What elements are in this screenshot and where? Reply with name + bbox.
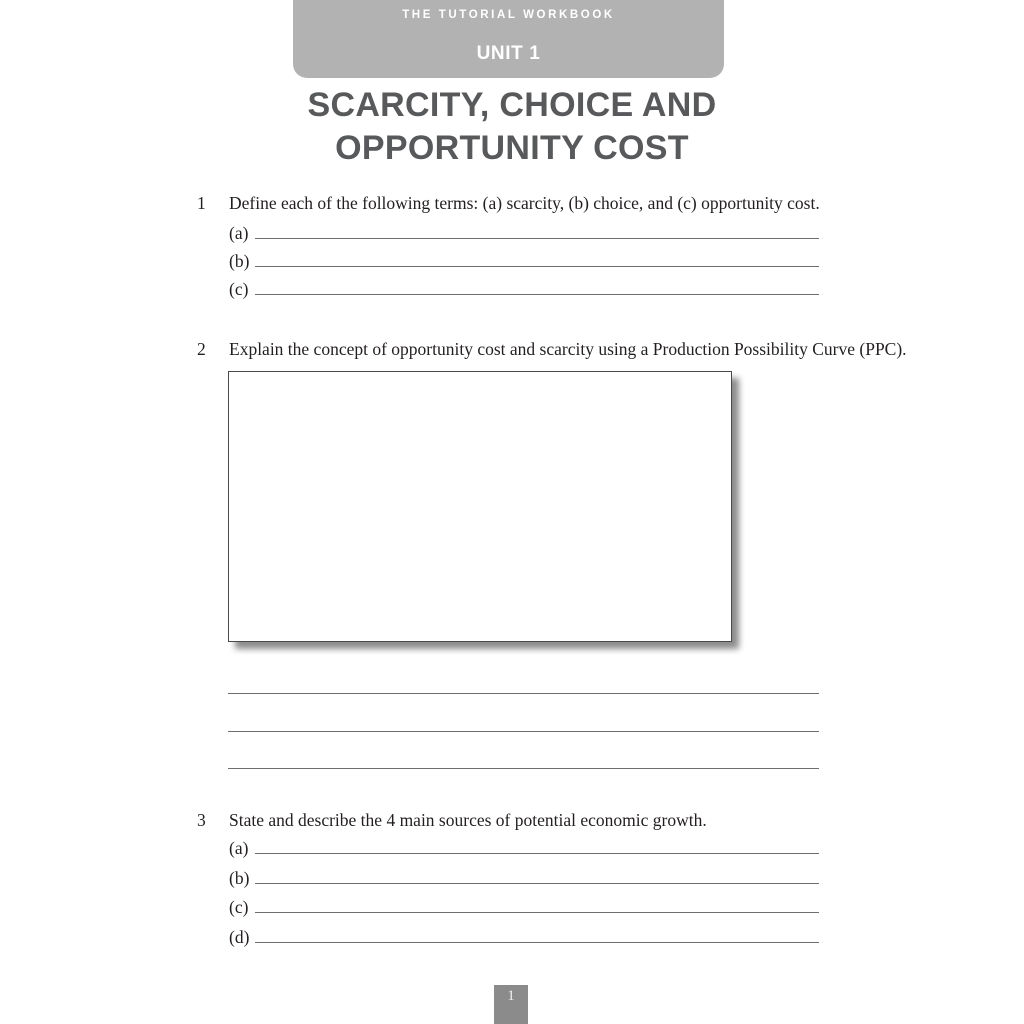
page-title bbox=[0, 84, 1024, 170]
answer-line-q3-c bbox=[255, 912, 819, 913]
question-3-number: 3 bbox=[197, 810, 206, 830]
answer-label-q3-d: (d) bbox=[229, 927, 250, 947]
answer-line-q1-b bbox=[255, 266, 819, 267]
page-title-line-2: OPPORTUNITY COST bbox=[335, 129, 689, 167]
answer-line-q3-a bbox=[255, 853, 819, 854]
answer-label-q1-c: (c) bbox=[229, 279, 249, 299]
series-title: THE TUTORIAL WORKBOOK bbox=[402, 9, 615, 21]
page-number: 1 bbox=[507, 988, 515, 1004]
answer-line-q2-1 bbox=[228, 693, 819, 694]
header-banner bbox=[293, 0, 724, 78]
answer-label-q3-b: (b) bbox=[229, 868, 250, 888]
answer-line-q3-d bbox=[255, 942, 819, 943]
question-1-number: 1 bbox=[197, 193, 206, 213]
answer-line-q3-b bbox=[255, 883, 819, 884]
answer-line-q2-3 bbox=[228, 768, 819, 769]
unit-label: UNIT 1 bbox=[476, 43, 541, 64]
question-2-text: Explain the concept of opportunity cost and scarcity using a Production Possibility Curve (PPC). bbox=[229, 339, 907, 359]
answer-line-q2-2 bbox=[228, 731, 819, 732]
question-3-text: State and describe the 4 main sources of potential economic growth. bbox=[229, 810, 707, 830]
answer-label-q3-a: (a) bbox=[229, 838, 249, 858]
page-number-badge bbox=[494, 985, 528, 1024]
ppc-drawing-box bbox=[228, 371, 732, 642]
answer-line-q1-c bbox=[255, 294, 819, 295]
answer-label-q3-c: (c) bbox=[229, 897, 249, 917]
question-2-number: 2 bbox=[197, 339, 206, 359]
answer-line-q1-a bbox=[255, 238, 819, 239]
answer-label-q1-b: (b) bbox=[229, 251, 250, 271]
question-1-text: Define each of the following terms: (a) scarcity, (b) choice, and (c) opportunity cost. bbox=[229, 193, 820, 213]
answer-label-q1-a: (a) bbox=[229, 223, 249, 243]
page-title-line-1: SCARCITY, CHOICE AND bbox=[307, 86, 717, 124]
